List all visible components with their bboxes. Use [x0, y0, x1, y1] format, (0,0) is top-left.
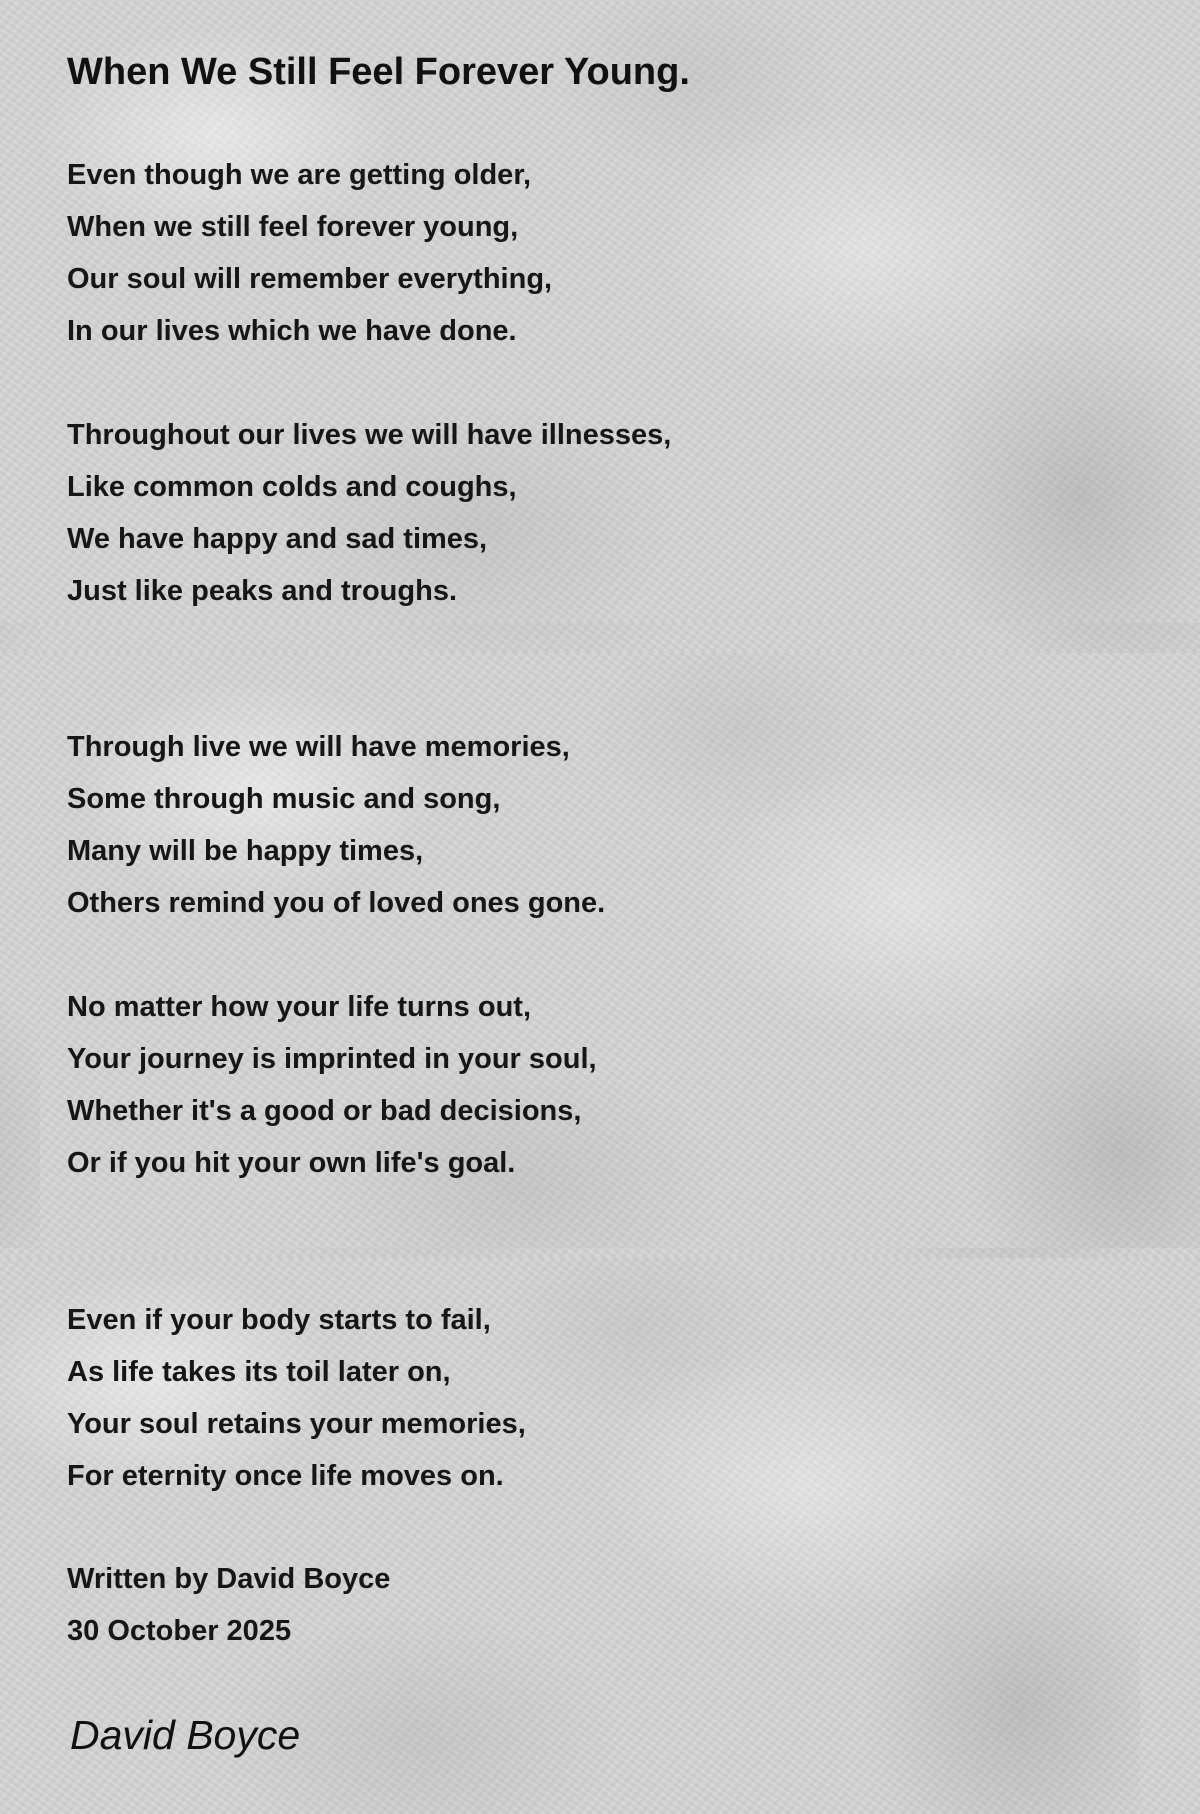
stanza-5 [67, 1294, 526, 1502]
stanza-4 [67, 981, 597, 1189]
author-signature: David Boyce [70, 1712, 301, 1758]
poem-line: As life takes its toil later on, [67, 1356, 451, 1388]
poem-line: Through live we will have memories, [67, 731, 570, 763]
poem-line: Some through music and song, [67, 783, 501, 815]
poem-line: Your soul retains your memories, [67, 1408, 526, 1440]
poem-date: 30 October 2025 [67, 1615, 292, 1647]
poem-line: Or if you hit your own life's goal. [67, 1147, 516, 1179]
poem-line: Even though we are getting older, [67, 159, 532, 191]
stanza-1 [67, 149, 552, 357]
poem-line: Even if your body starts to fail, [67, 1304, 491, 1336]
stanza-3 [67, 721, 605, 929]
poem-line: Our soul will remember everything, [67, 263, 553, 295]
poem-line: Others remind you of loved ones gone. [67, 887, 606, 919]
poem-line: Throughout our lives we will have illnesses, [67, 419, 672, 451]
poem-title: When We Still Feel Forever Young. [67, 51, 690, 93]
poem-credits [67, 1553, 390, 1657]
poem-line: In our lives which we have done. [67, 315, 517, 347]
poem-line: Your journey is imprinted in your soul, [67, 1043, 597, 1075]
author-byline: Written by David Boyce [67, 1563, 391, 1595]
poem-line: No matter how your life turns out, [67, 991, 532, 1023]
poem-line: We have happy and sad times, [67, 523, 488, 555]
poem-line: Many will be happy times, [67, 835, 424, 867]
poem-line: Whether it's a good or bad decisions, [67, 1095, 582, 1127]
poem-line: Like common colds and coughs, [67, 471, 517, 503]
stanza-2 [67, 409, 671, 617]
poem-line: Just like peaks and troughs. [67, 575, 457, 607]
poem-line: For eternity once life moves on. [67, 1460, 504, 1492]
poem-line: When we still feel forever young, [67, 211, 519, 243]
